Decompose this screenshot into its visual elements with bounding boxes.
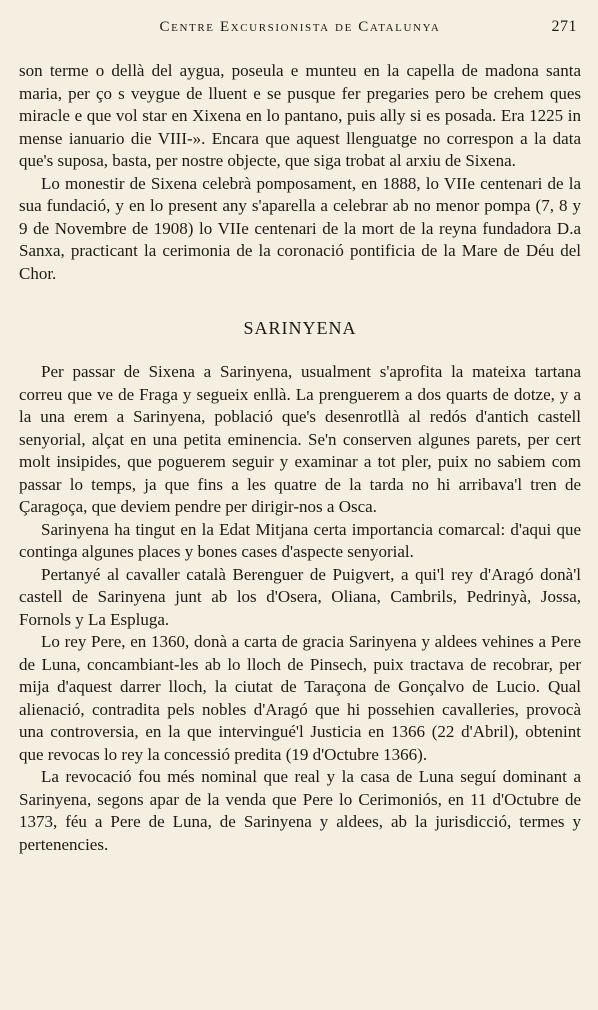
paragraph: La revocació fou més nominal que real y la casa de Luna seguí dominant a Sarinyena, segons apar de la venda que Pere lo Cerimoniós, en 11 d'Octubre de 1373, féu a Pere de Luna, de Sarinyena y aldees, ab la jurisdicció, termes y pertenencies.	[19, 767, 581, 854]
paragraph: Sarinyena ha tingut en la Edat Mitjana certa importancia comarcal: d'aqui que continga algunes places y bones cases d'aspecte senyorial.	[19, 519, 581, 561]
paragraph: Lo monestir de Sixena celebrà pomposament, en 1888, lo VIIe centenari de la sua fundació, y en lo present any s'aparella a celebrar ab no menor pompa (7, 8 y 9 de Novembre de 1908) lo VIIe centenari de la mort de la reyna fundadora D.a Sanxa, practicant la cerimonia de la coronació pontificia de la Mare de Déu del Chor.	[19, 173, 581, 283]
paragraph: son terme o dellà del aygua, poseula e munteu en la capella de madona santa maria, per ço s veygue de lluent e se pusque fer pregaries pero be crehem ques miracle e que vol star en Xixena en lo pantano, puis ally si es posada. Era 1225 in mense ianuario die VIII-». Encara que aquest llenguatge no correspon a la data que's suposa, basta, per nostre objecte, que siga trobat al arxiu de Sixena.	[19, 61, 581, 170]
intro-text	[19, 60, 581, 285]
paragraph: Per passar de Sixena a Sarinyena, usualment s'aprofita la mateixa tartana correu que ve de Fraga y segueix enllà. La prenguerem a dos quarts de dotze, y a la una erem a Sarinyena, població que's desenrotllà al redós d'antich castell senyorial, alçat en una petita eminencia. Se'n conserven algunes parets, per cert molt insipides, que poguerem seguir y examinar a tot pler, puix no sabiem com passar lo temps, ja que fins a les quatre de la tarda no hi arribava'l tren de Çaragoça, que deviem pendre per dirigir-nos a Osca.	[19, 362, 581, 516]
running-head	[19, 12, 581, 42]
running-title: Centre Excursionista de Catalunya	[159, 19, 441, 35]
section-title: SARINYENA	[243, 318, 357, 338]
paragraph: Pertanyé al cavaller català Berenguer de Puigvert, a qui'l rey d'Aragó donà'l castell de Sarinyena junt ab los d'Osera, Oliana, Cambrils, Pedrinyà, Jossa, Fornols y La Espluga.	[19, 564, 581, 629]
page-number: 271	[551, 18, 577, 35]
section-body	[19, 361, 581, 856]
paragraph: Lo rey Pere, en 1360, donà a carta de gracia Sarinyena y aldees vehines a Pere de Luna, concambiant-les ab lo lloch de Pinsech, puix tractava de recobrar, per mija d'aquest darrer lloch, la ciutat de Taraçona de Gonçalvo de Lucio. Qual alienació, contradita pels nobles d'Aragó que hi possehien cavalleries, provocà una controversia, en la que intervingué'l Justicia en 1366 (22 d'Abril), obtenint que revocas lo rey la concessió predita (19 d'Octubre 1366).	[19, 632, 581, 764]
